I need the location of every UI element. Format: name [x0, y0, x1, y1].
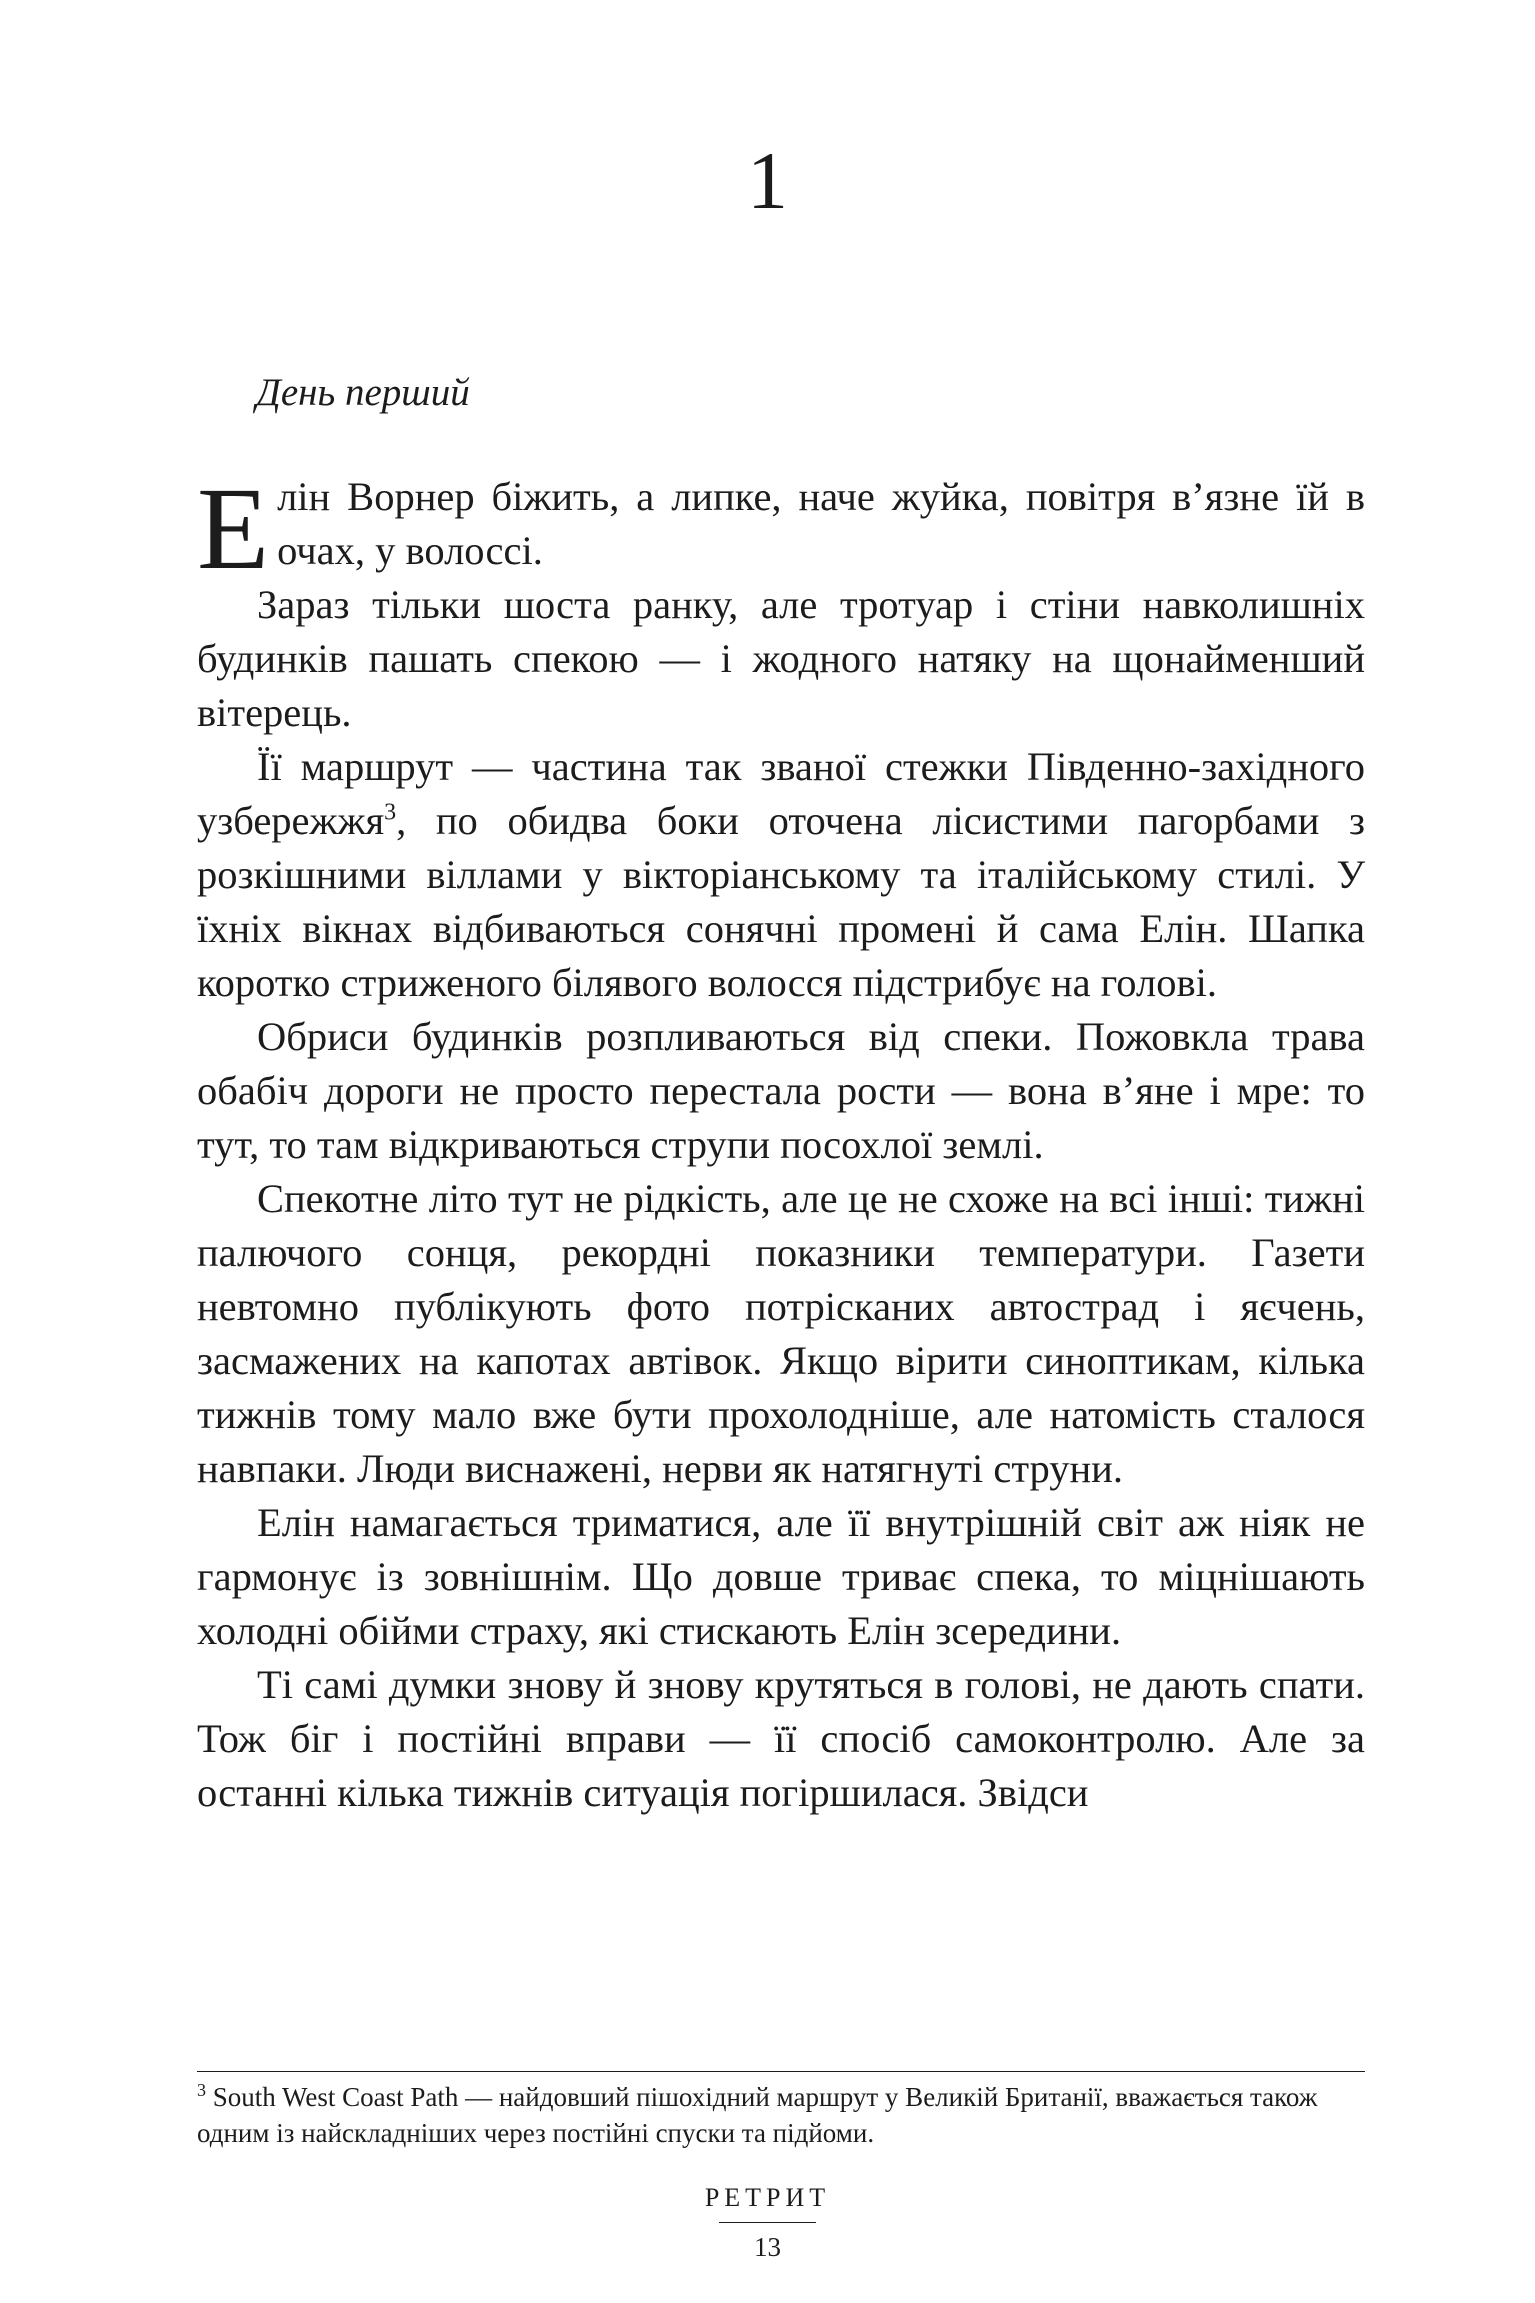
- chapter-subtitle: День перший: [256, 371, 470, 414]
- paragraph-6: Елін намагається триматися, але її внутрішній світ аж ніяк не гармонує із зовнішнім. Що довше триває спека, то міцнішають холодні обійми страху, які стискають Елін зсередини.: [197, 1500, 1365, 1653]
- footnote-text: South West Coast Path — найдовший пішохідний маршрут у Великій Британії, вважається також одним із найскладніших через постійні спуски та підйоми.: [197, 2082, 1318, 2148]
- paragraph-3-text-end: , по обидва боки оточена лісистими пагорбами з розкішними віллами у вікторіанському та італійському стилі. У їхніх вікнах відбиваються сонячні промені й сама Елін. Шапка коротко стриженого білявого волосся підстрибує на голові.: [197, 798, 1365, 1005]
- footnote-number: 3: [197, 2080, 206, 2100]
- running-title: РЕТРИТ: [704, 2183, 831, 2212]
- drop-cap: Е: [197, 463, 270, 594]
- paragraph-1: [197, 463, 1365, 594]
- paragraph-4: Обриси будинків розпливаються від спеки. Пожовкла трава обабіч дороги не просто перестала рости — вона в’яне і мре: то тут, то там відкриваються струпи посохлої землі.: [197, 1014, 1365, 1167]
- paragraph-2: Зараз тільки шоста ранку, але тротуар і стіни навколишніх будинків пашать спекою — і жодного натяку на щонайменший вітерець.: [197, 582, 1365, 735]
- footnote: [197, 2079, 1365, 2151]
- paragraph-3: [197, 740, 1365, 1010]
- footnote-reference[interactable]: 3: [384, 799, 397, 826]
- running-title-divider: [719, 2222, 816, 2223]
- paragraph-1-text: лін Ворнер біжить, а липке, наче жуйка, повітря в’язне їй в очах, у волоссі.: [277, 474, 1365, 573]
- paragraph-5: Спекотне літо тут не рідкість, але це не схоже на всі інші: тижні палючого сонця, рекордні показники температури. Газети невтомно публікують фото потрісканих автострад і яєчень, засмажених на капотах автівок. Якщо вірити синоптикам, кілька тижнів тому мало вже бути прохолодніше, але натомість сталося навпаки. Люди виснажені, нерви як натягнуті струни.: [197, 1176, 1365, 1491]
- paragraph-7: Ті самі думки знову й знову крутяться в голові, не дають спати. Тож біг і постійні вправи — її спосіб самоконтролю. Але за останні кілька тижнів ситуація погіршилася. Звідси: [197, 1662, 1365, 1815]
- paragraph-3-text-start: Її маршрут — частина так званої стежки Південно-західного узбережжя: [197, 744, 1365, 843]
- body-text: [197, 463, 1365, 1820]
- page-number: 13: [754, 2232, 781, 2262]
- footnote-divider: [197, 2071, 1365, 2072]
- chapter-number: 1: [747, 135, 788, 226]
